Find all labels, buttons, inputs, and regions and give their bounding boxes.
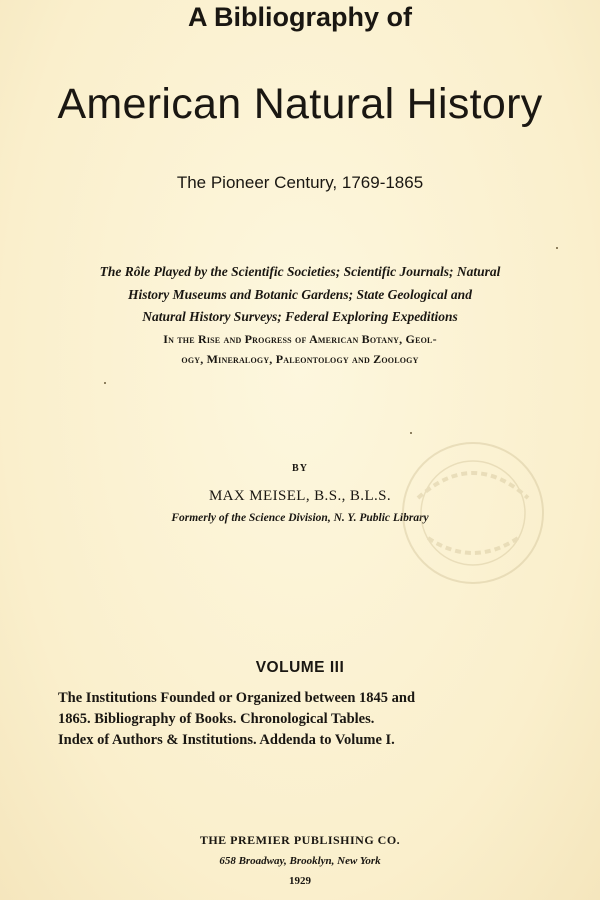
paper-speck bbox=[410, 432, 412, 434]
description-smallcaps-line-1: In the Rise and Progress of American Botany, Geol- bbox=[163, 332, 437, 346]
library-stamp-seal bbox=[398, 438, 548, 588]
contents-line-2: 1865. Bibliography of Books. Chronological Tables. bbox=[58, 711, 375, 727]
publisher-address: 658 Broadway, Brooklyn, New York bbox=[219, 855, 381, 867]
description-line-2: History Museums and Botanic Gardens; State Geological and bbox=[128, 287, 472, 302]
description-line-1: The Rôle Played by the Scientific Societies; Scientific Journals; Natural bbox=[99, 264, 501, 279]
subtitle: The Pioneer Century, 1769-1865 bbox=[176, 173, 424, 192]
by-label: BY bbox=[292, 463, 308, 474]
description-line-3: Natural History Surveys; Federal Exploring Expeditions bbox=[142, 309, 458, 324]
main-title: American Natural History bbox=[57, 80, 543, 128]
author-name: MAX MEISEL, B.S., B.L.S. bbox=[208, 488, 392, 504]
volume-contents bbox=[58, 688, 538, 751]
description-smallcaps-line-2: ogy, Mineralogy, Paleontology and Zoology bbox=[181, 352, 419, 366]
paper-speck bbox=[104, 382, 106, 384]
contents-line-3: Index of Authors & Institutions. Addenda to Volume I. bbox=[58, 732, 395, 748]
title-line-1: A Bibliography of bbox=[188, 2, 412, 32]
contents-line-1: The Institutions Founded or Organized between 1845 and bbox=[58, 690, 416, 706]
publisher-name: THE PREMIER PUBLISHING CO. bbox=[199, 833, 401, 847]
paper-speck bbox=[556, 247, 558, 249]
publication-year: 1929 bbox=[289, 875, 311, 887]
author-affiliation: Formerly of the Science Division, N. Y. Public Library bbox=[171, 512, 429, 524]
volume-number: VOLUME III bbox=[255, 659, 345, 676]
